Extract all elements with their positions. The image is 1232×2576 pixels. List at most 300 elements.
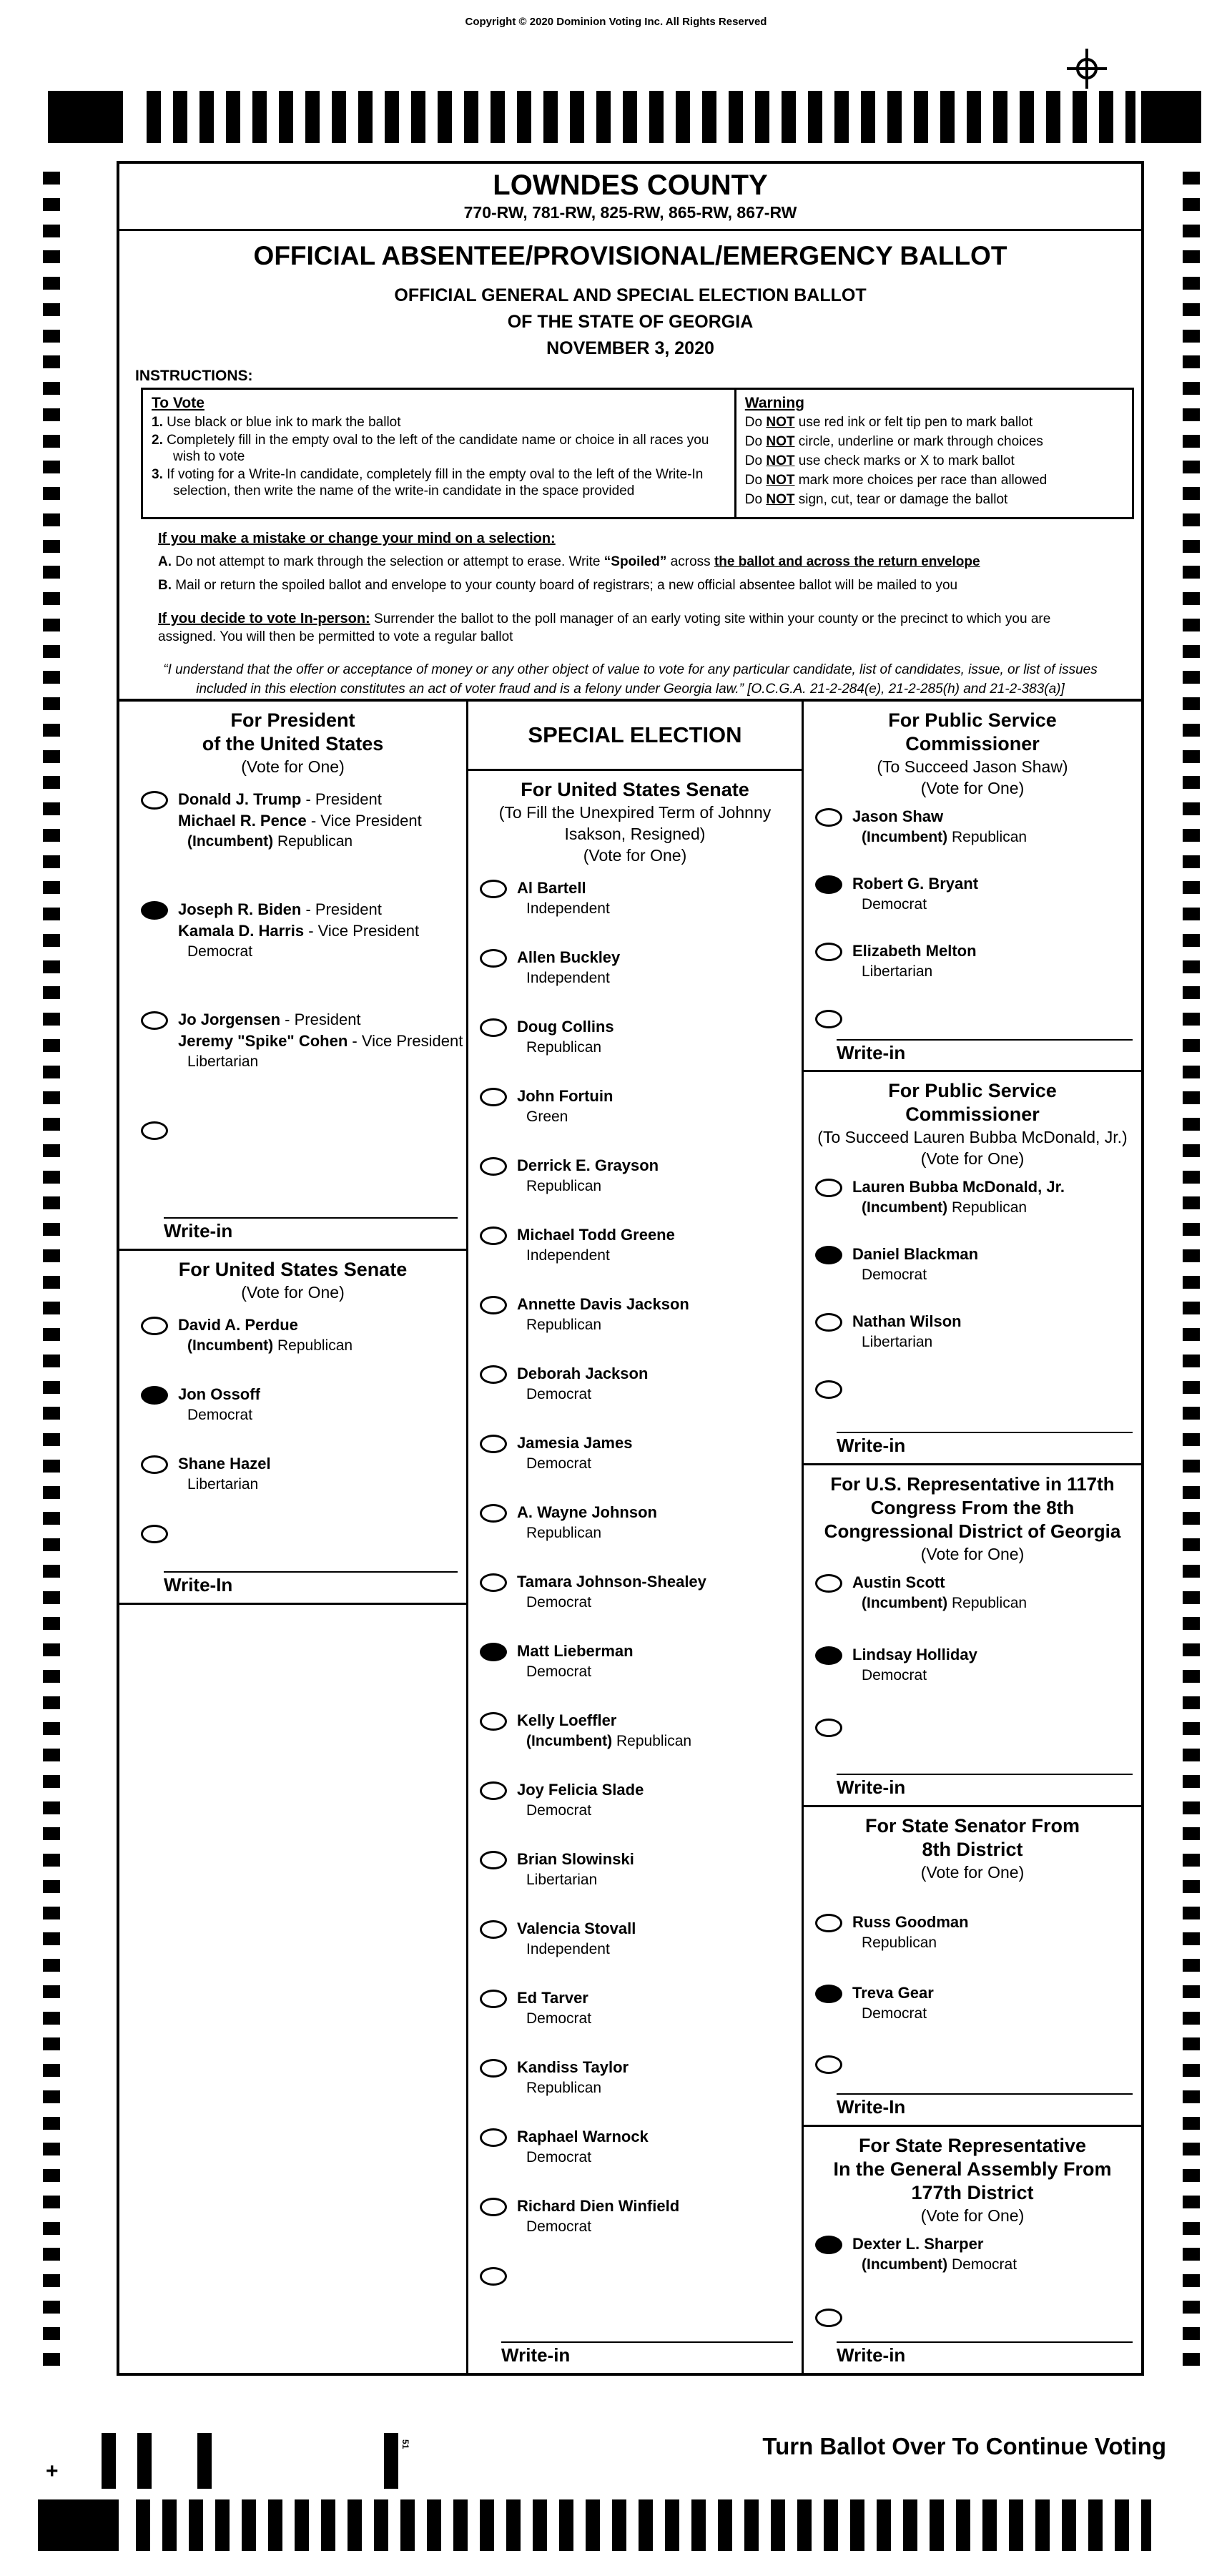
- warning-item: [745, 432, 1123, 451]
- timing-mark: [43, 592, 60, 605]
- candidate-row: [468, 1432, 802, 1502]
- candidate-name-bold: Richard Dien Winfield: [517, 2197, 680, 2215]
- timing-mark: [1183, 1171, 1200, 1184]
- timing-mark: [1183, 1617, 1200, 1630]
- candidate-name-bold: Jeremy "Spike" Cohen: [178, 1032, 348, 1050]
- candidate-list: [119, 789, 466, 1182]
- ballot-oval[interactable]: [480, 1157, 507, 1176]
- ballot-oval[interactable]: [815, 1719, 842, 1737]
- instruction-item: [152, 432, 726, 465]
- timing-mark: [43, 2117, 60, 2130]
- ballot-oval-filled[interactable]: [141, 901, 168, 920]
- ballot-oval[interactable]: [815, 2055, 842, 2074]
- candidate-name: [178, 920, 419, 942]
- ballot-oval[interactable]: [815, 1010, 842, 1028]
- party-name: Republican: [952, 1595, 1028, 1611]
- stub-bar: [384, 2433, 398, 2489]
- write-in-candidate-row: [804, 1008, 1141, 1039]
- candidate-name: [178, 810, 422, 832]
- ballot-oval-filled[interactable]: [815, 875, 842, 894]
- candidate-name-bold: Shane Hazel: [178, 1455, 271, 1473]
- timing-mark: [1183, 303, 1200, 316]
- candidate-name: [852, 1176, 1065, 1198]
- candidate-row: [804, 1912, 1141, 1982]
- candidate-name-bold: Donald J. Trump: [178, 790, 302, 808]
- race-subtitle-line: (Vote for One): [920, 1149, 1025, 1168]
- timing-mark: [43, 2012, 60, 2025]
- candidate-text: [852, 806, 1027, 873]
- timing-mark: [43, 1196, 60, 1209]
- candidate-row: [804, 2233, 1141, 2306]
- timing-mark: [43, 1670, 60, 1683]
- candidate-text: [517, 1294, 689, 1363]
- warning-item: [745, 490, 1123, 509]
- candidate-party: [526, 1385, 648, 1404]
- candidate-name: [178, 1453, 271, 1475]
- candidate-row: [468, 1502, 802, 1571]
- candidate-party: [526, 2217, 679, 2236]
- candidate-text: [517, 2126, 649, 2196]
- ballot-oval[interactable]: [480, 2267, 507, 2286]
- warning-do: Do: [744, 453, 763, 468]
- candidate-party: [526, 2148, 649, 2167]
- candidate-text: [517, 1224, 675, 1294]
- timing-mark: [1183, 1355, 1200, 1367]
- timing-mark: [1183, 2353, 1200, 2366]
- ballot-oval[interactable]: [480, 1781, 507, 1800]
- candidate-party: [526, 1246, 675, 1265]
- warning-text: use red ink or felt tip pen to mark ballot: [798, 415, 1033, 430]
- ballot-oval[interactable]: [480, 1296, 507, 1314]
- write-in-row: [804, 2341, 1141, 2373]
- timing-mark: [1183, 1749, 1200, 1761]
- timing-mark: [1183, 2064, 1200, 2077]
- candidate-name: [178, 1031, 463, 1052]
- candidate-name-bold: Jason Shaw: [852, 807, 944, 825]
- timing-mark: [43, 1328, 60, 1341]
- stub-number: 51: [400, 2439, 410, 2449]
- ballot-oval-filled[interactable]: [815, 1985, 842, 2003]
- timing-mark: [1183, 2117, 1200, 2130]
- candidate-list: [804, 1912, 1141, 2085]
- candidate-name: [178, 899, 419, 920]
- race-subtitle-line: (Vote for One): [583, 846, 687, 865]
- party-name: Republican: [862, 1935, 937, 1951]
- ballot-oval[interactable]: [480, 1088, 507, 1106]
- race-title-line: of the United States: [202, 733, 384, 754]
- ballot-oval[interactable]: [815, 943, 842, 961]
- write-in-row: [804, 2093, 1141, 2125]
- candidate-text: [517, 1155, 659, 1224]
- candidate-party: [862, 1593, 1027, 1613]
- timing-mark: [43, 487, 60, 500]
- ballot-oval[interactable]: [480, 1365, 507, 1384]
- ballot-oval[interactable]: [480, 1920, 507, 1939]
- write-in-row: [804, 1039, 1141, 1071]
- mistake-a-mid: across: [666, 554, 714, 569]
- candidate-row: [468, 1086, 802, 1155]
- candidate-party: [526, 968, 620, 988]
- candidate-party: [862, 962, 977, 981]
- timing-mark: [43, 1565, 60, 1578]
- race: [804, 1072, 1141, 1465]
- candidate-text: [517, 1710, 691, 1779]
- timing-mark: [43, 1066, 60, 1078]
- candidate-name-bold: David A. Perdue: [178, 1316, 298, 1334]
- timing-mark: [1183, 697, 1200, 710]
- candidate-name: [517, 1849, 634, 1870]
- ballot-oval[interactable]: [480, 1851, 507, 1869]
- timing-mark: [43, 1171, 60, 1184]
- race-subtitle-line: (Vote for One): [920, 1545, 1025, 1563]
- timing-mark: [1183, 1907, 1200, 1919]
- ballot-oval[interactable]: [815, 1914, 842, 1932]
- candidate-name: [852, 1912, 969, 1933]
- timing-mark: [43, 750, 60, 763]
- timing-mark: [1183, 1565, 1200, 1578]
- race: [804, 1807, 1141, 2127]
- ballot-oval[interactable]: [141, 1317, 168, 1335]
- race-title-line: For U.S. Representative in 117th: [830, 1473, 1115, 1495]
- timing-mark: [43, 1355, 60, 1367]
- timing-mark: [43, 1985, 60, 1998]
- timing-mark: [43, 408, 60, 421]
- timing-mark: [1183, 1328, 1200, 1341]
- ballot-oval-filled[interactable]: [141, 1386, 168, 1405]
- candidate-party: [187, 1405, 260, 1425]
- candidate-text: [517, 1502, 657, 1571]
- timing-mark: [43, 697, 60, 710]
- candidate-party: [526, 1662, 634, 1681]
- timing-mark: [43, 461, 60, 473]
- timing-mark: [1183, 1854, 1200, 1867]
- timing-mark: [43, 2353, 60, 2366]
- timing-mark: [1183, 540, 1200, 553]
- ballot-oval-filled[interactable]: [815, 2236, 842, 2254]
- timing-mark: [1183, 592, 1200, 605]
- candidate-row: [468, 1987, 802, 2057]
- candidate-text: [852, 1982, 934, 2053]
- race: [119, 702, 466, 1251]
- ballot-oval-filled[interactable]: [815, 1246, 842, 1264]
- write-in-candidate-row: [468, 2265, 802, 2297]
- warning-not: NOT: [766, 415, 795, 430]
- candidate-name-bold: Annette Davis Jackson: [517, 1295, 689, 1313]
- candidate-text: [178, 1009, 463, 1119]
- ballot-oval[interactable]: [141, 791, 168, 810]
- county-title: LOWNDES COUNTY: [493, 169, 768, 201]
- timing-mark: [1183, 829, 1200, 842]
- candidate-row: [468, 877, 802, 947]
- candidate-row: [804, 1982, 1141, 2053]
- candidate-text: [517, 1571, 706, 1641]
- candidate-name-bold: Michael R. Pence: [178, 812, 307, 830]
- ballot-oval[interactable]: [815, 1574, 842, 1593]
- candidate-name: [517, 1224, 675, 1246]
- turn-over-instruction: Turn Ballot Over To Continue Voting: [762, 2433, 1166, 2459]
- candidate-party: [862, 2255, 1017, 2274]
- ballot-oval-filled[interactable]: [480, 1643, 507, 1661]
- timing-mark: [43, 250, 60, 263]
- party-name: Democrat: [526, 1386, 592, 1402]
- race-header: [468, 771, 802, 866]
- ballot-column: [119, 702, 468, 2373]
- candidate-text: [517, 1779, 644, 1849]
- ballot-oval[interactable]: [141, 1525, 168, 1543]
- candidate-name-bold: Lindsay Holliday: [852, 1646, 977, 1663]
- candidate-text: [517, 1918, 636, 1987]
- candidate-name: [517, 877, 610, 899]
- candidate-name-bold: Dexter L. Sharper: [852, 2235, 984, 2253]
- warning-title: Warning: [744, 395, 805, 411]
- timing-mark: [43, 645, 60, 658]
- ballot-oval[interactable]: [480, 1504, 507, 1523]
- election-title-line1: OFFICIAL GENERAL AND SPECIAL ELECTION BALLOT: [394, 285, 867, 305]
- party-name: Republican: [277, 1337, 353, 1354]
- write-in-label: Write-In: [837, 2096, 906, 2118]
- write-in-row: [804, 1774, 1141, 1805]
- candidate-text: [517, 2196, 679, 2265]
- timing-mark: [1183, 1880, 1200, 1893]
- candidate-name-bold: Jo Jorgensen: [178, 1011, 281, 1028]
- candidate-name-bold: Joy Felicia Slade: [517, 1781, 644, 1799]
- candidate-name: [852, 1644, 977, 1666]
- ballot-oval[interactable]: [141, 1121, 168, 1140]
- warning-do: Do: [744, 492, 763, 507]
- write-in-label: Write-in: [837, 2344, 906, 2366]
- candidate-list: [119, 1314, 466, 1558]
- timing-mark: [43, 2274, 60, 2287]
- timing-mark: [43, 382, 60, 395]
- ballot-oval[interactable]: [480, 1435, 507, 1453]
- candidate-text: [852, 1644, 977, 1716]
- ballot-oval[interactable]: [141, 1455, 168, 1474]
- candidate-text: [852, 873, 978, 940]
- timing-mark: [1183, 645, 1200, 658]
- election-title-line2: OF THE STATE OF GEORGIA: [507, 312, 754, 332]
- timing-mark: [43, 1091, 60, 1104]
- timing-mark: [1183, 1696, 1200, 1709]
- timing-mark: [43, 1722, 60, 1735]
- party-name: Republican: [952, 829, 1028, 845]
- timing-mark: [1183, 1538, 1200, 1551]
- instruction-text: Use black or blue ink to mark the ballot: [167, 415, 401, 430]
- timing-mark: [43, 277, 60, 290]
- ballot-oval[interactable]: [480, 1573, 507, 1592]
- timing-mark: [1183, 2012, 1200, 2025]
- ballot-oval[interactable]: [480, 2059, 507, 2078]
- instructions-label: INSTRUCTIONS:: [135, 368, 253, 384]
- candidate-text: [852, 1912, 969, 1982]
- candidate-party: [187, 832, 422, 851]
- timing-mark: [1183, 2143, 1200, 2155]
- candidate-name-bold: Joseph R. Biden: [178, 900, 302, 918]
- warning-item: [745, 413, 1123, 432]
- ballot-oval[interactable]: [815, 1179, 842, 1197]
- ballot-oval[interactable]: [480, 1990, 507, 2008]
- timing-mark: [1183, 671, 1200, 684]
- race-subtitle-line: (Vote for One): [920, 1863, 1025, 1882]
- race-subtitle-line: (Vote for One): [920, 2206, 1025, 2225]
- timing-mark: [1183, 513, 1200, 526]
- race: [804, 702, 1141, 1072]
- candidate-party: [526, 2078, 629, 2098]
- candidate-text: [178, 1384, 260, 1453]
- candidate-row: [468, 1571, 802, 1641]
- candidate-row: [119, 1314, 466, 1384]
- mistake-a-pre: Do not attempt to mark through the selection or attempt to erase. Write: [172, 554, 604, 569]
- mistake-section: [158, 531, 1120, 594]
- mistake-item-b: [158, 577, 1120, 594]
- timing-marks-left: [43, 0, 60, 2576]
- ballot-oval[interactable]: [480, 880, 507, 898]
- race-title-line: For State Senator From: [864, 1815, 1080, 1837]
- candidate-party: [526, 1107, 613, 1126]
- timing-mark: [1183, 724, 1200, 737]
- timing-mark: [1183, 1223, 1200, 1236]
- candidate-row: [468, 1918, 802, 1987]
- party-name: Independent: [526, 900, 610, 917]
- precinct-list: 770-RW, 781-RW, 825-RW, 865-RW, 867-RW: [463, 203, 797, 222]
- inperson-title: If you decide to vote In-person:: [158, 611, 370, 626]
- ballot-oval[interactable]: [480, 1712, 507, 1731]
- party-name: Republican: [526, 2080, 602, 2096]
- party-name: Democrat: [526, 1802, 592, 1819]
- timing-bars: [147, 91, 1135, 143]
- incumbent-label: (Incumbent): [187, 1337, 274, 1354]
- timing-mark: [43, 1486, 60, 1499]
- party-name: Independent: [526, 1941, 610, 1957]
- ballot-column: [468, 702, 804, 2373]
- ballot-oval[interactable]: [480, 1226, 507, 1245]
- timing-mark: [43, 330, 60, 343]
- candidate-name: [517, 1086, 613, 1107]
- party-name: Democrat: [526, 2149, 592, 2165]
- candidate-row: [804, 873, 1141, 940]
- write-in-label: Write-in: [164, 1220, 233, 1242]
- candidate-text: [852, 940, 977, 1008]
- ballot-column: [804, 702, 1141, 2373]
- instruction-text: If voting for a Write-In candidate, completely fill in the empty oval to the left of the Write-In selection, then write the name of the write-in candidate in the space provided: [167, 467, 704, 498]
- party-name: Democrat: [862, 1667, 927, 1683]
- timing-mark: [43, 619, 60, 631]
- stub-bar: [197, 2433, 212, 2489]
- timing-mark: [43, 1512, 60, 1525]
- ballot-oval[interactable]: [815, 808, 842, 827]
- warning-text: mark more choices per race than allowed: [798, 473, 1048, 488]
- race-subtitle-line: (Vote for One): [920, 779, 1025, 797]
- timing-mark: [1183, 1932, 1200, 1945]
- candidate-name: [517, 1918, 636, 1940]
- candidate-name: [852, 873, 978, 895]
- timing-mark: [43, 1538, 60, 1551]
- ballot-oval[interactable]: [141, 1011, 168, 1030]
- party-name: Green: [526, 1108, 568, 1125]
- write-in-candidate-row: [804, 1716, 1141, 1748]
- ballot-oval[interactable]: [815, 1380, 842, 1399]
- timing-mark: [43, 829, 60, 842]
- write-in-label: Write-in: [501, 2344, 571, 2366]
- candidate-text: [852, 2233, 1017, 2306]
- timing-mark: [1183, 776, 1200, 789]
- candidate-row: [468, 2126, 802, 2196]
- candidate-text: [517, 1086, 613, 1155]
- warning-text: sign, cut, tear or damage the ballot: [798, 492, 1008, 507]
- candidate-party: [862, 895, 978, 914]
- candidate-row: [468, 1710, 802, 1779]
- race-subtitle-line: (To Succeed Lauren Bubba McDonald, Jr.): [817, 1128, 1128, 1146]
- candidate-party: [187, 1052, 463, 1071]
- race-header: [804, 1072, 1141, 1169]
- candidate-name: [517, 1710, 691, 1731]
- timing-mark: [43, 2037, 60, 2050]
- ballot-stub-area: [0, 2428, 1232, 2499]
- timing-mark: [1183, 2301, 1200, 2314]
- candidate-text: [517, 877, 610, 947]
- timing-mark: [43, 1827, 60, 1840]
- ballot-oval[interactable]: [480, 2198, 507, 2216]
- candidate-name-bold: Matt Lieberman: [517, 1642, 634, 1660]
- candidate-office-suffix: - President: [280, 1011, 361, 1028]
- ballot-oval[interactable]: [815, 2309, 842, 2327]
- candidate-text: [517, 947, 620, 1016]
- candidate-name: [517, 1294, 689, 1315]
- party-name: Democrat: [526, 1663, 592, 1680]
- timing-mark: [43, 1302, 60, 1314]
- candidate-name-bold: Kamala D. Harris: [178, 922, 305, 940]
- ballot-oval[interactable]: [815, 1313, 842, 1332]
- candidate-party: [526, 1731, 691, 1751]
- candidate-name: [852, 1311, 962, 1332]
- party-name: Republican: [526, 1178, 602, 1194]
- ballot-body: [117, 161, 1144, 2376]
- incumbent-label: (Incumbent): [862, 1199, 948, 1216]
- timing-mark: [43, 1144, 60, 1157]
- race-header: [804, 2127, 1141, 2226]
- candidate-party: [526, 1593, 706, 1612]
- ballot-oval-filled[interactable]: [815, 1646, 842, 1665]
- ballot-oval[interactable]: [480, 2128, 507, 2147]
- timing-mark: [43, 1433, 60, 1446]
- ballot-oval[interactable]: [480, 1018, 507, 1037]
- timing-mark: [1183, 1670, 1200, 1683]
- candidate-row: [119, 1009, 466, 1119]
- timing-mark: [43, 1013, 60, 1026]
- candidate-name-bold: Ed Tarver: [517, 1989, 588, 2007]
- candidate-party: [862, 1666, 977, 1685]
- party-name: Libertarian: [187, 1053, 259, 1070]
- candidate-name: [517, 2196, 679, 2217]
- candidate-list: [804, 1572, 1141, 1748]
- timing-mark: [43, 435, 60, 448]
- warning-not: NOT: [766, 473, 795, 488]
- candidate-party: [526, 1940, 636, 1959]
- candidate-row: [804, 940, 1141, 1008]
- instruction-number: 2.: [152, 433, 163, 448]
- timing-mark: [1183, 2169, 1200, 2182]
- write-in-candidate-row: [119, 1523, 466, 1558]
- stub-bar: [102, 2433, 116, 2489]
- ballot-oval[interactable]: [480, 949, 507, 968]
- race-title-line: 177th District: [911, 2182, 1034, 2203]
- candidate-row: [804, 1176, 1141, 1244]
- timing-mark: [1183, 1460, 1200, 1473]
- registration-crosshair: [1067, 49, 1107, 89]
- timing-mark: [1183, 1249, 1200, 1262]
- incumbent-label: (Incumbent): [862, 829, 948, 845]
- candidate-name: [517, 947, 620, 968]
- race-title-line: Commissioner: [905, 733, 1040, 754]
